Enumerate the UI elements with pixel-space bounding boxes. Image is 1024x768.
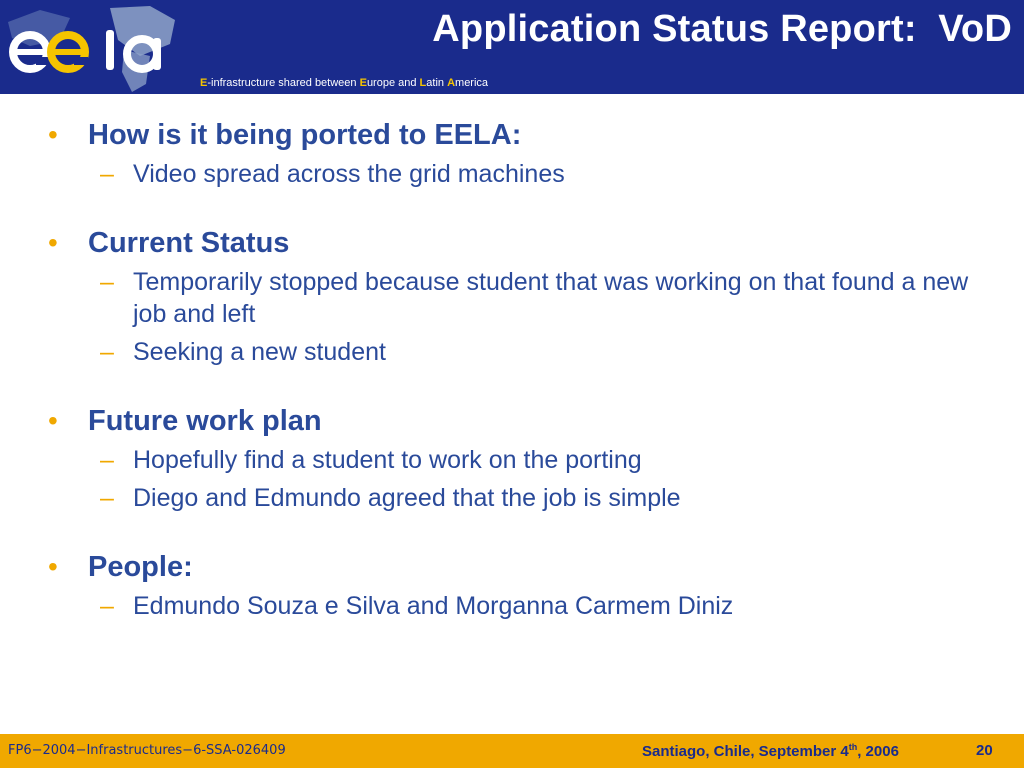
section-people [48,550,988,622]
dash-icon: – [100,338,114,366]
footer-location-prefix: Santiago, Chile, September 4 [642,743,849,760]
slide-header [0,0,1024,94]
dash-icon: – [100,484,114,512]
sub-item-text: Video spread across the grid machines [133,160,565,188]
tagline-europe-initial: E [359,77,367,89]
tagline-part4: merica [455,77,489,89]
sub-item [100,482,988,514]
section-title: Current Status [88,227,290,259]
bullet-icon: • [48,119,58,150]
footer-project-id: FP6−2004−Infrastructures−6-SSA-026409 [8,743,286,758]
sub-item [100,444,988,476]
sub-item-text: Seeking a new student [133,338,386,366]
tagline-e: E [200,77,208,89]
bullet-icon: • [48,227,58,258]
sub-item-text: Diego and Edmundo agreed that the job is simple [133,484,681,512]
sub-item-text: Temporarily stopped because student that was working on that found a new job and left [133,268,969,328]
tagline-latin-initial: L [419,77,427,89]
section-future-work [48,404,988,514]
bullet [48,550,988,584]
dash-icon: – [100,446,114,474]
eela-logo-graphic [0,0,200,94]
slide-body [48,118,988,658]
bullet [48,226,988,260]
sub-item-text: Edmundo Souza e Silva and Morganna Carmem Diniz [133,592,734,620]
tagline-part1: -infrastructure shared between [207,77,360,89]
sub-item-text: Hopefully find a student to work on the porting [133,446,642,474]
tagline-part2: urope and [366,77,420,89]
tagline-part3: atin [426,77,448,89]
slide-tagline [200,77,488,89]
page-number: 20 [976,742,993,759]
section-title: People: [88,551,193,583]
sub-item [100,336,988,368]
bullet [48,118,988,152]
tagline-america-initial: A [447,77,456,89]
dash-icon: – [100,160,114,188]
bullet-icon: • [48,551,58,582]
section-title: How is it being ported to EELA: [88,119,522,151]
slide-title: Application Status Report: VoD [432,8,1012,50]
eela-logo [0,0,200,94]
sub-item [100,590,988,622]
bullet-icon: • [48,405,58,436]
sub-item [100,158,988,190]
slide-footer [0,734,1024,768]
section-porting [48,118,988,190]
sub-item [100,266,988,330]
section-current-status [48,226,988,368]
footer-location-sup: th [848,742,858,752]
footer-location-suffix: , 2006 [857,743,899,760]
dash-icon: – [100,592,114,620]
footer-location-date [642,742,899,760]
dash-icon: – [100,268,114,296]
bullet [48,404,988,438]
section-title: Future work plan [88,405,322,437]
